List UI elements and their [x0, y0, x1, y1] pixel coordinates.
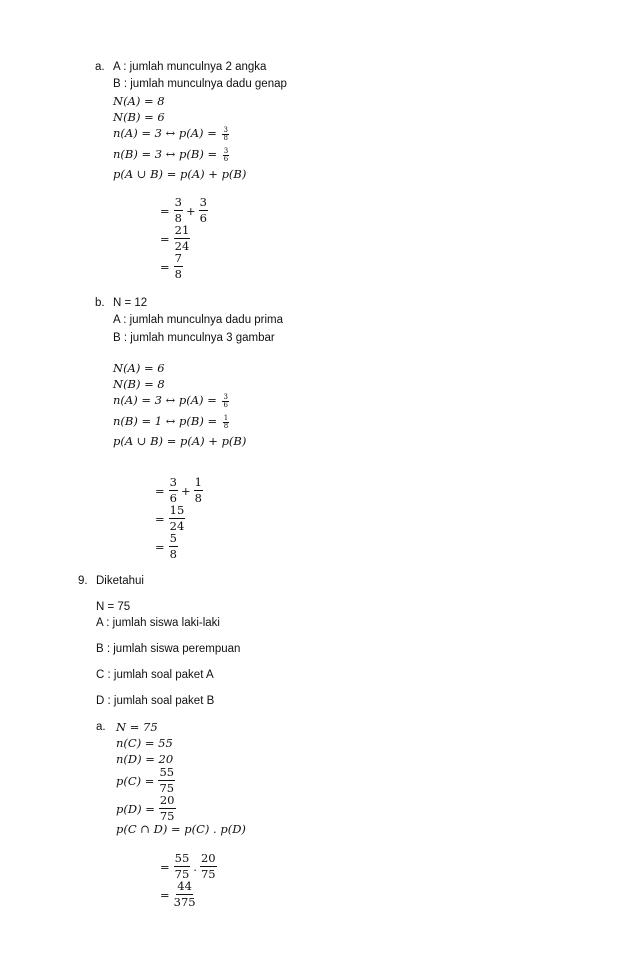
- sub-marker-a: a.: [96, 721, 106, 733]
- union-formula: p(A ∪ B) = p(A) + p(B): [113, 167, 247, 181]
- question-title: Diketahui: [96, 575, 144, 587]
- event-b-definition: B : jumlah munculnya dadu genap: [113, 78, 287, 90]
- fraction-denominator: 24: [174, 239, 190, 253]
- fraction-numerator: 3: [199, 195, 207, 209]
- operator: .: [193, 859, 197, 874]
- fraction-denominator: 8: [223, 133, 228, 142]
- step-simplified: = $\frac{5}{8}$: [155, 531, 177, 561]
- prob-a-line: [113, 126, 229, 142]
- prob-a-fraction: [222, 127, 228, 142]
- fraction-numerator: 5: [169, 531, 177, 545]
- fraction-numerator: 3: [174, 195, 182, 209]
- fraction-denominator: 75: [159, 781, 175, 795]
- step-sum: = $\frac{3}{8}$ + $\frac{3}{6}$: [160, 195, 207, 225]
- fraction-denominator: 8: [169, 547, 177, 561]
- fraction-denominator: 75: [200, 867, 216, 881]
- fraction-numerator: 20: [159, 793, 175, 807]
- count-nc: n(C) = 55: [116, 736, 173, 750]
- fraction-denominator: 75: [174, 867, 190, 881]
- item-marker-b: b.: [95, 297, 105, 309]
- fraction-numerator: 1: [223, 413, 229, 422]
- fraction-numerator: 3: [169, 475, 177, 489]
- count-nd: n(D) = 20: [116, 752, 174, 766]
- fraction-numerator: 21: [174, 223, 190, 237]
- fraction-denominator: 8: [194, 491, 202, 505]
- fraction-numerator: 15: [169, 503, 185, 517]
- fraction-denominator: 6: [169, 491, 177, 505]
- event-a-definition: A : jumlah munculnya 2 angka: [113, 61, 267, 73]
- prob-b-fraction: [223, 148, 229, 163]
- fraction-denominator: 75: [159, 809, 175, 823]
- prob-b-fraction: [223, 415, 229, 430]
- fraction-denominator: 24: [169, 519, 185, 533]
- step-result: = $\frac{21}{24}$: [160, 223, 190, 253]
- question-number: 9.: [78, 575, 88, 587]
- fraction-numerator: 3: [223, 392, 228, 401]
- prob-b-line: [113, 414, 229, 430]
- fraction-numerator: 1: [194, 475, 202, 489]
- prob-b-text: n(B) = 3 ↔ p(B) =: [113, 147, 221, 161]
- fraction-numerator: 20: [200, 851, 216, 865]
- event-b-definition: B : jumlah siswa perempuan: [96, 643, 241, 655]
- step-sum: = $\frac{3}{6}$ + $\frac{1}{8}$: [155, 475, 202, 505]
- fraction-numerator: 55: [174, 851, 190, 865]
- fraction-numerator: 7: [174, 251, 182, 265]
- event-d-definition: D : jumlah soal paket B: [96, 695, 215, 707]
- fraction-numerator: 55: [159, 765, 175, 779]
- count-nb: N(B) = 6: [113, 110, 165, 124]
- step-result: = $\frac{44}{375}$: [160, 879, 196, 909]
- count-na: N(A) = 6: [113, 361, 165, 375]
- event-a-definition: A : jumlah munculnya dadu prima: [113, 314, 284, 326]
- step-simplified: = $\frac{7}{8}$: [160, 251, 182, 281]
- event-a-definition: A : jumlah siswa laki-laki: [96, 617, 220, 629]
- fraction-numerator: 3: [223, 146, 229, 155]
- fraction-denominator: 375: [173, 895, 196, 909]
- fraction-denominator: 8: [174, 267, 182, 281]
- count-na: N(A) = 8: [113, 94, 165, 108]
- prob-a-text: n(A) = 3 ↔ p(A) =: [113, 393, 221, 407]
- prob-a-text: n(A) = 3 ↔ p(A) =: [113, 126, 221, 140]
- prob-c: [116, 766, 175, 795]
- prob-d: [116, 794, 176, 823]
- prob-b-line: [113, 147, 229, 163]
- fraction-numerator: 44: [177, 879, 192, 893]
- prob-b-text: n(B) = 1 ↔ p(B) =: [113, 414, 221, 428]
- fraction-denominator: 8: [174, 211, 182, 225]
- prob-a-line: [113, 393, 229, 409]
- sample-size: N = 12: [113, 297, 148, 309]
- fraction-numerator: 3: [223, 125, 228, 134]
- fraction-denominator: 6: [223, 400, 228, 409]
- operator: +: [180, 483, 191, 498]
- operator: +: [185, 203, 196, 218]
- fraction-denominator: 8: [223, 421, 229, 430]
- sample-size: N = 75: [96, 601, 131, 613]
- prob-a-fraction: [222, 394, 228, 409]
- prob-c-label: p(C) =: [116, 773, 155, 788]
- total-n: N = 75: [116, 720, 158, 734]
- step-result: = $\frac{15}{24}$: [155, 503, 185, 533]
- event-b-definition: B : jumlah munculnya 3 gambar: [113, 332, 275, 344]
- intersection-formula: p(C ∩ D) = p(C) . p(D): [116, 822, 246, 836]
- item-marker-a: a.: [95, 61, 105, 73]
- fraction-denominator: 6: [223, 154, 229, 163]
- step-product: = $\frac{55}{75}$ . $\frac{20}{75}$: [160, 851, 216, 881]
- event-c-definition: C : jumlah soal paket A: [96, 669, 214, 681]
- union-formula: p(A ∪ B) = p(A) + p(B): [113, 434, 247, 448]
- count-nb: N(B) = 8: [113, 377, 165, 391]
- prob-d-label: p(D) =: [116, 801, 155, 816]
- fraction-denominator: 6: [199, 211, 207, 225]
